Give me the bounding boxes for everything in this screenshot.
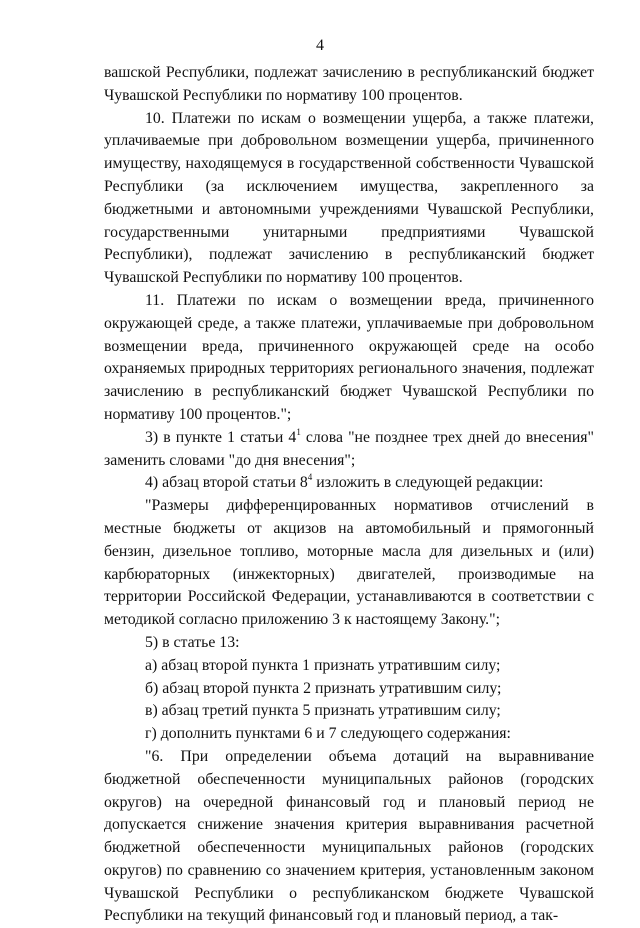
amendment-3-text-after: слова "не позднее трех дней до внесения" заменить словами "до дня внесения"; (104, 428, 594, 469)
paragraph-subitem-v: в) абзац третий пункта 5 признать утратившим силу; (145, 702, 501, 720)
amendment-3-superscript: 1 (296, 426, 301, 437)
amendment-4-superscript: 4 (307, 472, 313, 483)
amendment-3-text-before: 3) в пункте 1 статьи 4 (145, 428, 297, 446)
paragraph-subitem-g: г) дополнить пунктами 6 и 7 следующего содержания: (145, 725, 511, 743)
amendment-4-text-after: изложить в следующей редакции: (312, 474, 544, 492)
amendment-4-text-before: 4) абзац второй статьи 8 (145, 474, 308, 492)
paragraph-amendment-4 (104, 472, 594, 495)
paragraph-continuation: вашской Республики, подлежат зачислению в республиканский бюджет Чувашской Республики по нормативу 100 процентов. (104, 64, 594, 104)
document-body (104, 62, 594, 928)
paragraph-amendment-3 (104, 427, 594, 473)
paragraph-item-11: 11. Платежи по искам о возмещении вреда, причиненного окружающей среде, а также платежи, уплачиваемые при добровольном возмещении вреда, причиненного окружающей среде на особо охраняемых природных территориях регионального значения, подлежат зачислению в республиканский бюджет Чувашской Республики по нормативу 100 процентов."; (104, 291, 594, 423)
paragraph-subitem-b: б) абзац второй пункта 2 признать утратившим силу; (145, 679, 502, 697)
paragraph-subitem-a: а) абзац второй пункта 1 признать утратившим силу; (145, 656, 501, 674)
paragraph-item-10: 10. Платежи по искам о возмещении ущерба, а также платежи, уплачиваемые при добровольном возмещении ущерба, причиненного имуществу, находящемуся в государственной собственности Чувашской Республики (за исключением имущества, закрепленного за бюджетными и автономными учреждениями Чувашской Республики, государственными унитарными предприятиями Чувашской Республики), подлежат зачислению в республиканский бюджет Чувашской Республики по нормативу 100 процентов. (104, 109, 594, 287)
page-number: 4 (316, 37, 324, 54)
paragraph-quoted-text: "Размеры дифференцированных нормативов отчислений в местные бюджеты от акцизов на автомобильный и прямогонный бензин, дизельное топливо, моторные масла для дизельных и (или) карбюраторных (инжекторных) двигателей, производимые на территории Российской Федерации, устанавливаются в соответствии с методикой согласно приложению 3 к настоящему Закону."; (104, 497, 594, 629)
paragraph-item-6: "6. При определении объема дотаций на выравнивание бюджетной обеспеченности муниципальных районов (городских округов) на очередной финансовый год и плановый период не допускается снижение значения критерия выравнивания расчетной бюджетной обеспеченности муниципальных районов (городских округов) по сравнению со значением критерия, установленным законом Чувашской Республики о республиканском бюджете Чувашской Республики на текущий финансовый год и плановый период, а так- (104, 747, 594, 925)
paragraph-amendment-5: 5) в статье 13: (145, 633, 240, 651)
